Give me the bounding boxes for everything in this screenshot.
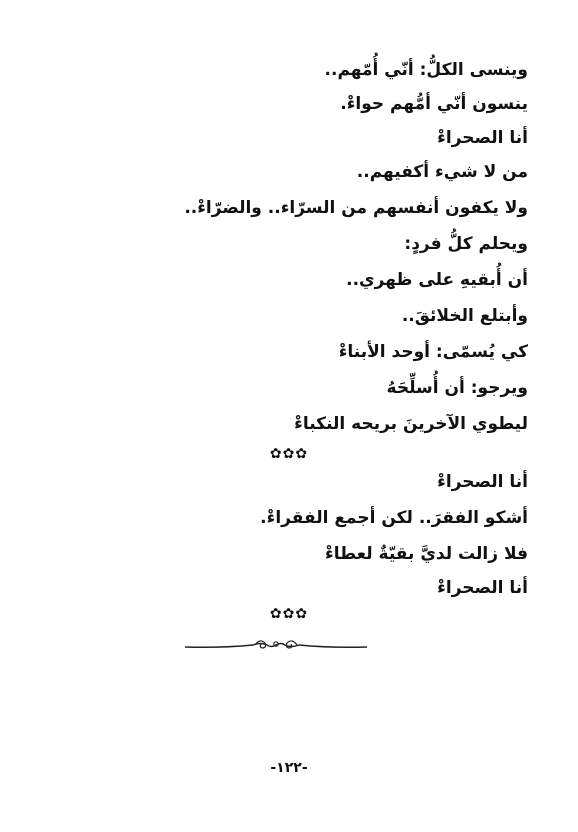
poem-line-8: وأبتلع الخلائقَ.. <box>401 306 528 326</box>
poem-line-2: ينسون أنّي أمُّهم حواءْ. <box>340 94 528 114</box>
stanza2-line-2: أشكو الفقرَ.. لكن أجمع الفقراءْ. <box>260 508 528 528</box>
stanza-separator-ornament: ✿✿✿ <box>269 446 309 462</box>
stanza2-line-4: أنا الصحراءْ <box>437 578 528 598</box>
poem-line-1: وينسى الكلُّ: أنّي أُمّهم.. <box>324 60 528 80</box>
poem-line-5: ولا يكفون أنفسهم من السرّاء.. والضرّاءْ.. <box>184 198 528 218</box>
poem-line-9: كي يُسمّى: أوحد الأبناءْ <box>338 342 528 362</box>
page-number: -١٢٢- <box>270 760 308 776</box>
poem-line-3: أنا الصحراءْ <box>437 128 528 148</box>
poem-line-11: ليطوي الآخرينَ بريحه النكباءْ <box>294 414 528 434</box>
poem-line-4: من لا شيء أكفيهم.. <box>356 162 528 182</box>
poem-line-7: أن أُبقيهِ على ظهري.. <box>346 270 528 290</box>
end-ornament: ✿✿✿ <box>269 606 309 622</box>
stanza2-line-1: أنا الصحراءْ <box>437 472 528 492</box>
poem-line-10: ويرجو: أن أُسلِّحَهُ <box>386 378 528 398</box>
stanza2-line-3: فلا زالت لديَّ بقيّةٌ لعطاءْ <box>325 544 528 564</box>
decorative-divider-icon <box>183 634 369 656</box>
poem-line-6: ويحلم كلُّ فردٍ: <box>404 234 528 254</box>
